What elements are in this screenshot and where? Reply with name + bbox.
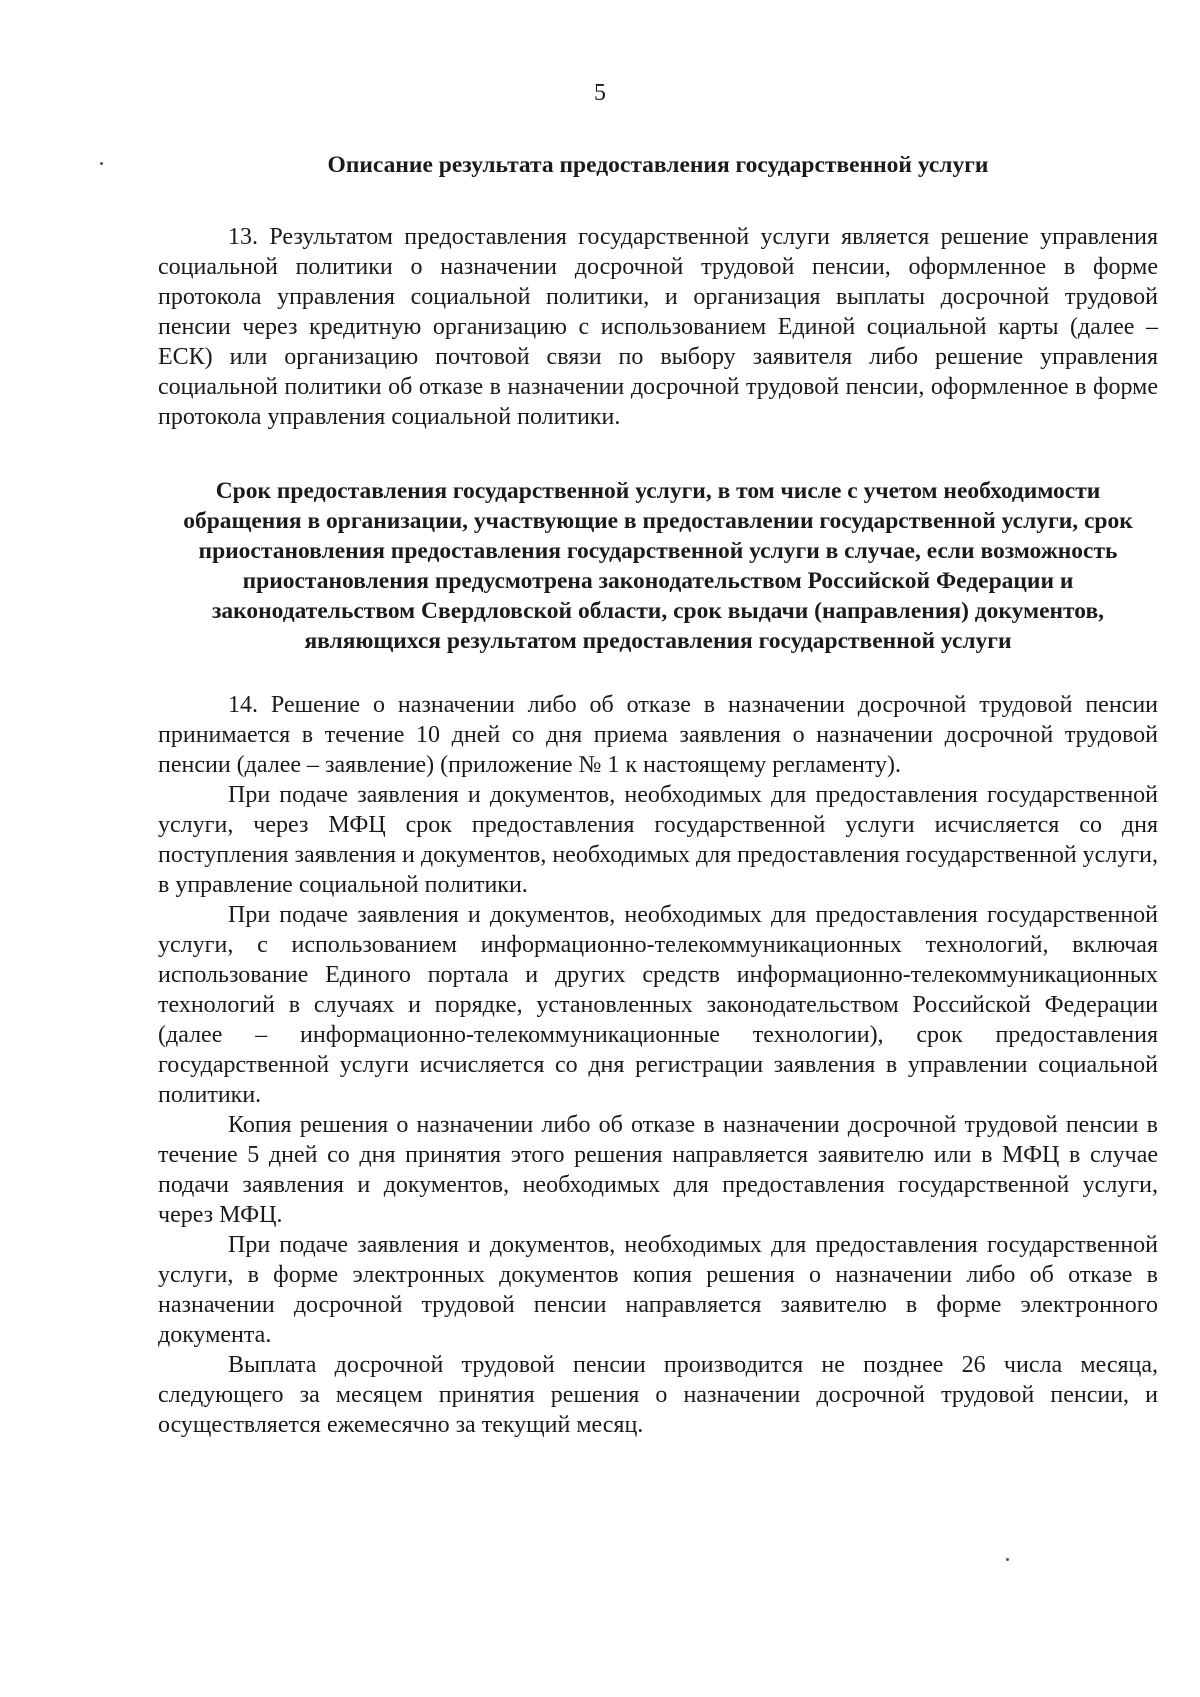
paragraph-mfc-term: При подаче заявления и документов, необходимых для предоставления государственной услуги, через МФЦ срок предоставления государственной услуги исчисляется со дня поступления заявления и документов, необходимых для предоставления государственной услуги, в управление социальной политики. — [158, 782, 1158, 898]
scan-speck — [1006, 1558, 1009, 1561]
section-heading-result: Описание результата предоставления государственной услуги — [327, 152, 989, 178]
paragraph-14: 14. Решение о назначении либо об отказе в назначении досрочной трудовой пенсии принимается в течение 10 дней со дня приема заявления о назначении досрочной трудовой пенсии (далее – заявление) (приложение № 1 к настоящему регламенту). — [158, 692, 1158, 778]
section-heading-term: Срок предоставления государственной услуги, в том числе с учетом необходимости обращения в организации, участвующие в предоставлении государственной услуги, срок приостановления предоставления государственной услуги в случае, если возможность приостановления предусмотрена законодательством Российской Федерации и законодательством Свердловской области, срок выдачи (направления) документов, являющихся результатом предоставления государственной услуги — [183, 478, 1133, 654]
paragraph-13: 13. Результатом предоставления государственной услуги является решение управления социальной политики о назначении досрочной трудовой пенсии, оформленное в форме протокола управления социальной политики, и организация выплаты досрочной трудовой пенсии через кредитную организацию с использованием Единой социальной карты (далее – ЕСК) или организацию почтовой связи по выбору заявителя либо решение управления социальной политики об отказе в назначении досрочной трудовой пенсии, оформленное в форме протокола управления социальной политики. — [158, 224, 1158, 430]
paragraph-electronic-copy: При подаче заявления и документов, необходимых для предоставления государственной услуги, в форме электронных документов копия решения о назначении либо об отказе в назначении досрочной трудовой пенсии направляется заявителю в форме электронного документа. — [158, 1232, 1158, 1348]
document-body — [158, 150, 1158, 1440]
page-number: 5 — [594, 80, 606, 106]
paragraph-payment: Выплата досрочной трудовой пенсии производится не позднее 26 числа месяца, следующего за месяцем принятия решения о назначении досрочной трудовой пенсии, и осуществляется ежемесячно за текущий месяц. — [158, 1352, 1158, 1438]
paragraph-ict-term: При подаче заявления и документов, необходимых для предоставления государственной услуги, с использованием информационно-телекоммуникационных технологий, включая использование Единого портала и других средств информационно-телекоммуникационных технологий в случаях и порядке, установленных законодательством Российской Федерации (далее – информационно-телекоммуникационные технологии), срок предоставления государственной услуги исчисляется со дня регистрации заявления в управлении социальной политики. — [158, 902, 1158, 1108]
paragraph-decision-copy: Копия решения о назначении либо об отказе в назначении досрочной трудовой пенсии в течение 5 дней со дня принятия этого решения направляется заявителю или в МФЦ в случае подачи заявления и документов, необходимых для предоставления государственной услуги, через МФЦ. — [158, 1112, 1158, 1228]
scan-speck — [100, 162, 103, 165]
